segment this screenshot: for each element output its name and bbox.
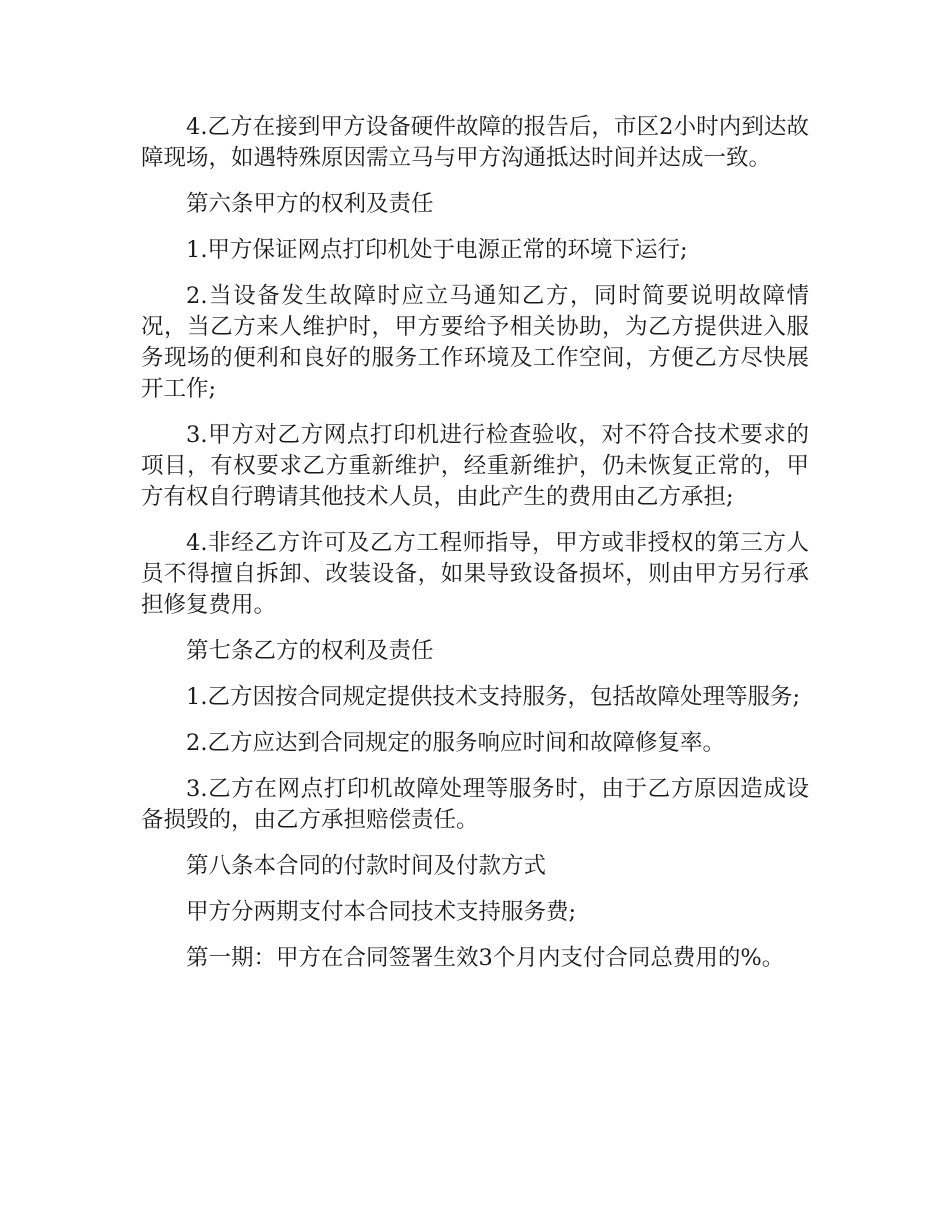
paragraph-item-4-response-time: 4.乙方在接到甲方设备硬件故障的报告后，市区2小时内到达故障现场，如遇特殊原因需立马与甲方沟通抵达时间并达成一致。: [141, 114, 809, 171]
document-body: [141, 112, 809, 989]
section-heading-article-8: 第八条本合同的付款时间及付款方式: [186, 853, 547, 879]
paragraph-party-b-item-1: 1.乙方因按合同规定提供技术支持服务，包括故障处理等服务;: [186, 684, 801, 710]
section-heading-article-6: 第六条甲方的权利及责任: [186, 191, 434, 217]
paragraph-party-a-item-2: 2.当设备发生故障时应立马通知乙方，同时简要说明故障情况，当乙方来人维护时，甲方要给予相关协助，为乙方提供进入服务现场的便利和良好的服务工作环境及工作空间，方便乙方尽快展开工作;: [141, 283, 809, 402]
section-heading-article-7: 第七条乙方的权利及责任: [186, 638, 434, 664]
paragraph-party-a-item-1: 1.甲方保证网点打印机处于电源正常的环境下运行;: [186, 237, 688, 263]
paragraph-party-a-item-3: 3.甲方对乙方网点打印机进行检查验收，对不符合技术要求的项目，有权要求乙方重新维护，经重新维护，仍未恢复正常的，甲方有权自行聘请其他技术人员，由此产生的费用由乙方承担;: [141, 422, 809, 510]
paragraph-party-a-item-4: 4.非经乙方许可及乙方工程师指导，甲方或非授权的第三方人员不得擅自拆卸、改装设备，如果导致设备损坏，则由甲方另行承担修复费用。: [141, 530, 809, 618]
paragraph-party-b-item-2: 2.乙方应达到合同规定的服务响应时间和故障修复率。: [186, 730, 725, 756]
paragraph-payment-first-period: 第一期：甲方在合同签署生效3个月内支付合同总费用的%。: [186, 945, 785, 971]
paragraph-party-b-item-3: 3.乙方在网点打印机故障处理等服务时，由于乙方原因造成设备损毁的，由乙方承担赔偿责任。: [141, 776, 809, 833]
paragraph-payment-installments: 甲方分两期支付本合同技术支持服务费;: [186, 899, 577, 925]
